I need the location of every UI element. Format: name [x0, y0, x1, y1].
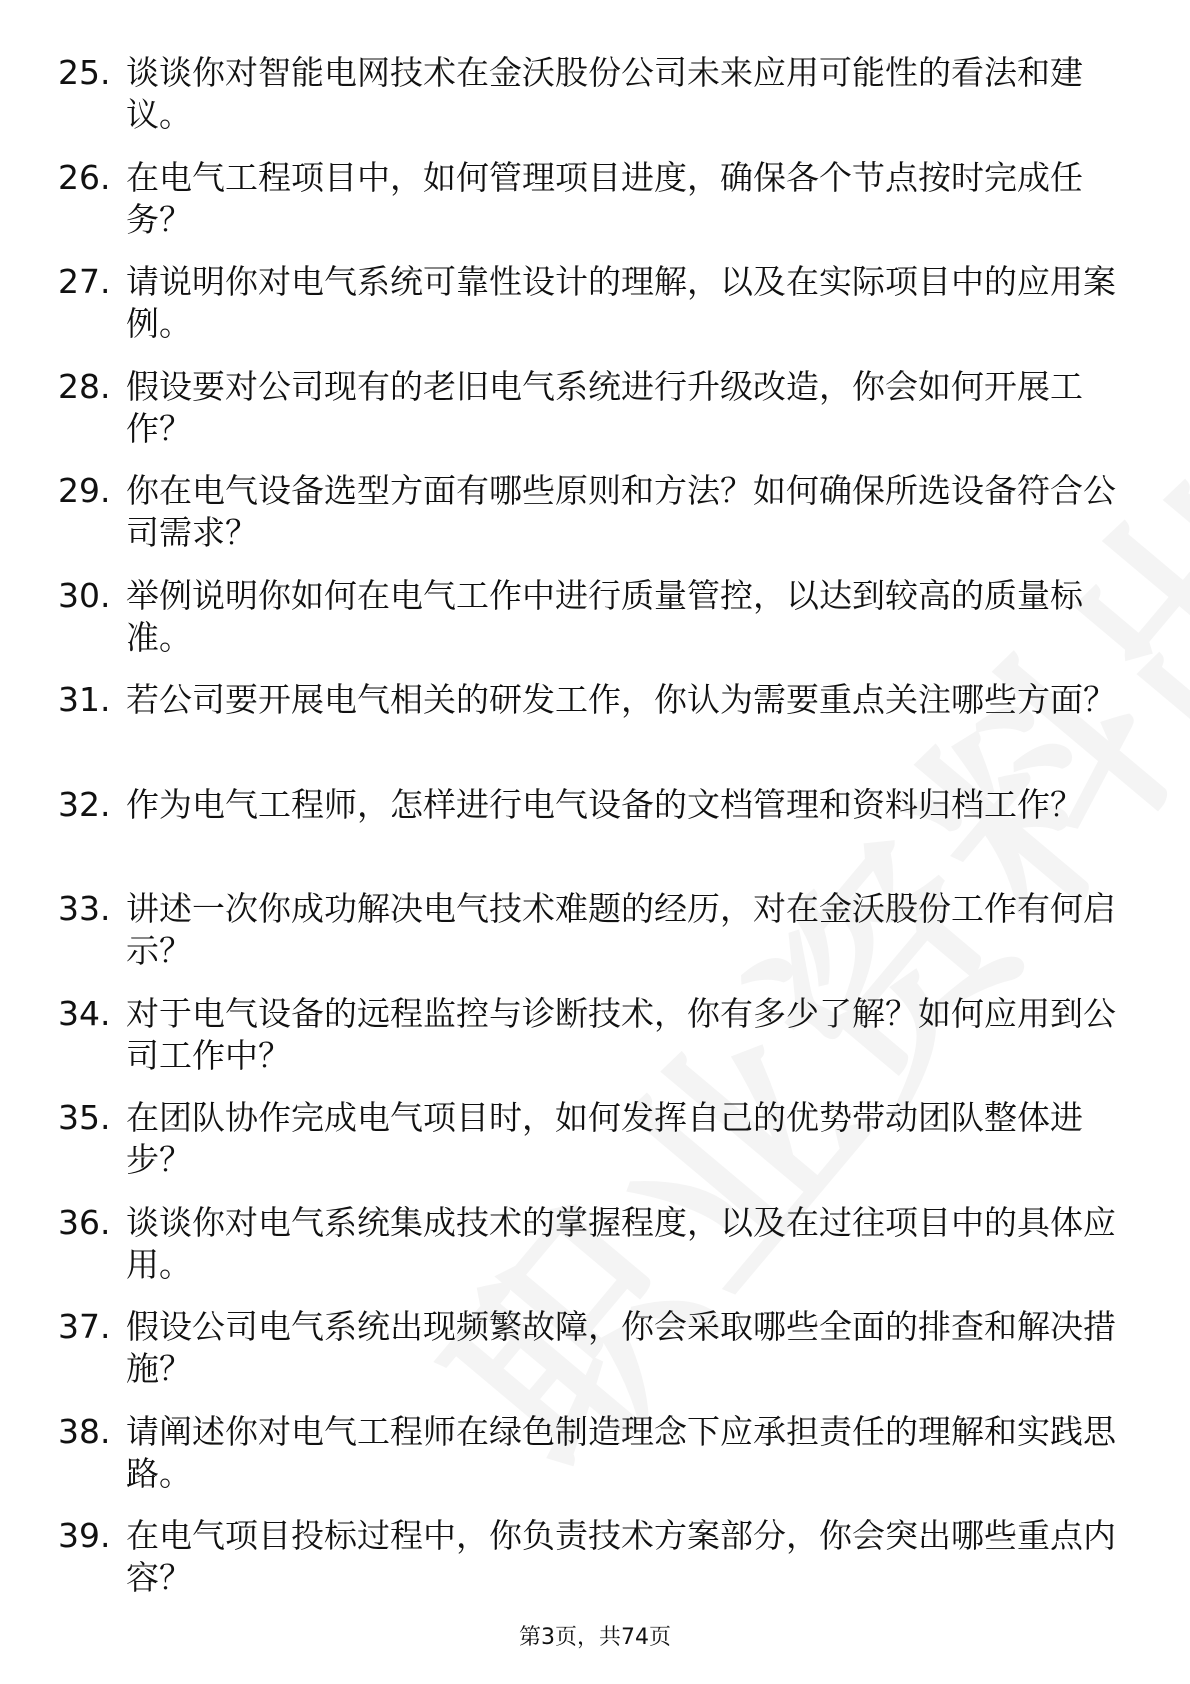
question-number: 35. [58, 1098, 111, 1137]
page-number-label: 第3页，共74页 [519, 1625, 671, 1650]
question-text: 请说明你对电气系统可靠性设计的理解，以及在实际项目中的应用案例。 [126, 262, 1116, 343]
question-number: 36. [58, 1202, 111, 1242]
question-text: 若公司要开展电气相关的研发工作，你认为需要重点关注哪些方面？ [126, 680, 1116, 719]
question-text: 作为电气工程师，怎样进行电气设备的文档管理和资料归档工作？ [126, 784, 1083, 824]
question-number: 31. [58, 680, 111, 719]
question-text: 在电气工程项目中，如何管理项目进度，确保各个节点按时完成任务？ [126, 157, 1083, 239]
question-item [58, 993, 1118, 1077]
question-item [58, 366, 1118, 450]
question-item [58, 470, 1118, 554]
question-item [58, 1515, 1118, 1599]
question-text: 在电气项目投标过程中，你负责技术方案部分，你会突出哪些重点内容？ [126, 1516, 1116, 1597]
question-text: 假设公司电气系统出现频繁故障，你会采取哪些全面的排查和解决措施？ [126, 1307, 1116, 1388]
question-number: 38. [58, 1411, 111, 1451]
question-text: 请阐述你对电气工程师在绿色制造理念下应承担责任的理解和实践思路。 [126, 1411, 1116, 1493]
question-text: 谈谈你对智能电网技术在金沃股份公司未来应用可能性的看法和建议。 [126, 53, 1083, 134]
question-item [58, 575, 1118, 659]
question-list [58, 52, 1118, 1620]
question-number: 28. [58, 366, 111, 406]
question-text: 对于电气设备的远程监控与诊断技术，你有多少了解？如何应用到公司工作中？ [126, 993, 1116, 1075]
question-text: 你在电气设备选型方面有哪些原则和方法？如何确保所选设备符合公司需求？ [126, 471, 1116, 552]
question-number: 37. [58, 1307, 111, 1346]
question-text: 举例说明你如何在电气工作中进行质量管控，以达到较高的质量标准。 [126, 575, 1083, 657]
question-item [58, 157, 1118, 241]
question-item [58, 679, 1118, 763]
page-footer [0, 1620, 1190, 1651]
question-item [58, 784, 1118, 868]
question-item [58, 261, 1118, 345]
question-item [58, 888, 1118, 972]
question-item [58, 1097, 1118, 1181]
question-number: 39. [58, 1516, 111, 1555]
question-number: 30. [58, 575, 111, 615]
question-number: 27. [58, 262, 111, 301]
question-text: 在团队协作完成电气项目时，如何发挥自己的优势带动团队整体进步？ [126, 1098, 1083, 1179]
question-text: 讲述一次你成功解决电气技术难题的经历，对在金沃股份工作有何启示？ [126, 889, 1116, 970]
question-number: 34. [58, 993, 111, 1033]
question-text: 谈谈你对电气系统集成技术的掌握程度，以及在过往项目中的具体应用。 [126, 1202, 1116, 1284]
question-number: 26. [58, 157, 111, 197]
question-number: 29. [58, 471, 111, 510]
question-item [58, 52, 1118, 136]
question-item [58, 1202, 1118, 1286]
question-number: 32. [58, 784, 111, 824]
question-number: 25. [58, 53, 111, 92]
question-item [58, 1411, 1118, 1495]
question-number: 33. [58, 889, 111, 928]
question-item [58, 1306, 1118, 1390]
question-text: 假设要对公司现有的老旧电气系统进行升级改造，你会如何开展工作？ [126, 366, 1083, 448]
